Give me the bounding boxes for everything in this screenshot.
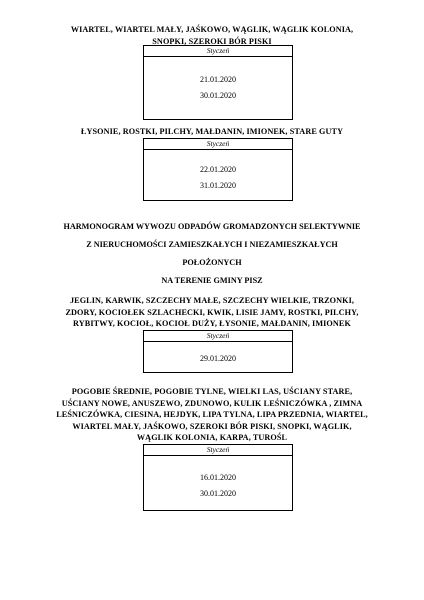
block-4-date-2: 30.01.2020	[200, 489, 236, 498]
block-2-title	[40, 126, 384, 138]
block-1-date-2: 30.01.2020	[200, 91, 236, 100]
block-4-title-line-5: WĄGLIK KOLONIA, KARPA, TUROŚL	[136, 433, 288, 442]
block-4-dates	[144, 456, 292, 510]
block-2-month-header: Styczeń	[144, 139, 292, 150]
block-1-title	[40, 24, 384, 47]
heading-line-3: POŁOŻONYCH	[182, 258, 242, 267]
block-2-schedule-table	[143, 138, 293, 201]
block-3-date-1: 29.01.2020	[200, 354, 236, 363]
block-2-date-1: 22.01.2020	[200, 165, 236, 174]
block-3-schedule-table	[143, 330, 293, 373]
block-4-date-1: 16.01.2020	[200, 473, 236, 482]
block-2-date-2: 31.01.2020	[200, 181, 236, 190]
block-1-title-line-2: SNOPKI, SZEROKI BÓR PISKI	[152, 36, 272, 46]
heading-line-4: NA TERENIE GMINY PISZ	[161, 276, 263, 285]
block-3-title-line-3: RYBITWY, KOCIOŁ, KOCIOŁ DUŻY, ŁYSONIE, MAŁDANIN, IMIONEK	[73, 319, 351, 328]
block-3-month-header: Styczeń	[144, 331, 292, 342]
block-3-title-line-2: ZDORY, KOCIOŁEK SZLACHECKI, KWIK, LISIE JAMY, ROSTKI, PILCHY,	[65, 307, 359, 317]
block-1-title-line-1: WIARTEL, WIARTEL MAŁY, JAŚKOWO, WĄGLIK, WĄGLIK KOLONIA,	[70, 25, 354, 34]
heading-line-1: HARMONOGRAM WYWOZU ODPADÓW GROMADZONYCH SELEKTYWNIE	[63, 222, 361, 231]
heading-line-2: Z NIERUCHOMOŚCI ZAMIESZKAŁYCH I NIEZAMIESZKAŁYCH	[86, 240, 338, 249]
block-4-title-line-1: POGOBIE ŚREDNIE, POGOBIE TYLNE, WIELKI LAS, UŚCIANY STARE,	[71, 387, 353, 396]
block-1-schedule-table	[143, 45, 293, 120]
block-3-dates	[144, 342, 292, 372]
block-2-title-line-1: ŁYSONIE, ROSTKI, PILCHY, MAŁDANIN, IMIONEK, STARE GUTY	[80, 127, 344, 136]
block-1-dates	[144, 57, 292, 119]
block-2-dates	[144, 150, 292, 200]
block-3-title	[40, 295, 384, 330]
block-1-date-1: 21.01.2020	[200, 75, 236, 84]
block-4-title-line-3: LEŚNICZÓWKA, CIESINA, HEJDYK, LIPA TYLNA, LIPA PRZEDNIA, WIARTEL,	[56, 410, 368, 419]
block-4-title-line-2: UŚCIANY NOWE, ANUSZEWO, ZDUNOWO, KULIK LEŚNICZÓWKA , ZIMNA	[61, 398, 363, 408]
block-4-schedule-table	[143, 444, 293, 511]
block-4-month-header: Styczeń	[144, 445, 292, 456]
block-1-month-header: Styczeń	[144, 46, 292, 57]
block-4-title-line-4: WIARTEL MAŁY, JAŚKOWO, SZEROKI BÓR PISKI, SNOPKI, WĄGLIK,	[72, 421, 352, 431]
block-4-title	[40, 386, 384, 444]
block-3-title-line-1: JEGLIN, KARWIK, SZCZECHY MAŁE, SZCZECHY WIELKIE, TRZONKI,	[69, 296, 355, 305]
